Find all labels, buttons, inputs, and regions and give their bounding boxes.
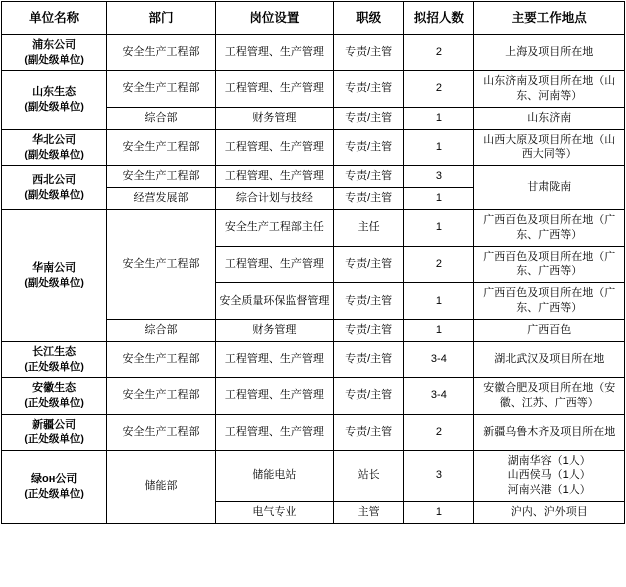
location-line: 东、广西等） [516,265,583,278]
cell-location [474,502,625,524]
unit-level-text: (正处级单位) [24,360,84,373]
unit-level-text: (副处级单位) [24,101,84,114]
unit-name-text: 华北公司 [32,133,77,146]
unit-level-text: (正处级单位) [24,433,84,446]
location-line: 徽、江苏、广西等） [499,396,599,409]
cell-rank: 主管 [334,502,404,524]
cell-location [474,209,625,246]
unit-level-text: (副处级单位) [24,188,84,201]
table-header-row [2,2,625,35]
location-line: 广西百色 [527,323,572,336]
location-line: 安徽合肥及项目所在地（安 [483,381,616,394]
cell-location [474,283,625,320]
unit-level-text: (正处级单位) [24,488,84,501]
column-header-rank: 职级 [334,2,404,35]
cell-unit-name [2,414,107,450]
cell-position: 储能电站 [215,450,333,502]
table-row [2,377,625,414]
unit-name-text: 山东生态 [32,86,77,99]
cell-unit-name [2,129,107,166]
cell-position: 工程管理、生产管理 [215,414,333,450]
cell-position: 工程管理、生产管理 [215,71,333,108]
cell-headcount: 1 [404,283,474,320]
cell-rank: 专责/主管 [334,414,404,450]
location-line: 广西百色及项目所在地（广 [483,250,616,263]
cell-location [474,341,625,377]
cell-location [474,129,625,166]
location-line: 东、河南等） [516,89,583,102]
cell-department: 安全生产工程部 [107,129,215,166]
cell-headcount: 3-4 [404,377,474,414]
cell-unit-name [2,341,107,377]
cell-unit-name [2,450,107,523]
unit-name-text: 浦东公司 [32,39,77,51]
cell-position: 安全质量环保监督管理 [215,283,333,320]
cell-department: 综合部 [107,319,215,341]
cell-rank: 专责/主管 [334,377,404,414]
cell-department: 安全生产工程部 [107,71,215,108]
cell-rank: 专责/主管 [334,319,404,341]
cell-position: 工程管理、生产管理 [215,166,333,188]
cell-headcount: 1 [404,502,474,524]
cell-unit-name [2,166,107,210]
column-header-department: 部门 [107,2,215,35]
column-header-unit: 单位名称 [2,2,107,35]
location-line: 山西侯马（1人） [507,469,591,482]
cell-headcount: 2 [404,35,474,71]
cell-rank: 专责/主管 [334,341,404,377]
cell-position: 工程管理、生产管理 [215,129,333,166]
cell-department: 综合部 [107,107,215,129]
location-line: 新疆乌鲁木齐及项目所在地 [483,425,616,438]
table-row [2,129,625,166]
cell-location [474,450,625,502]
location-line: 甘肃陇南 [527,181,572,194]
location-line: 河南兴港（1人） [507,484,591,497]
cell-position: 电气专业 [215,502,333,524]
cell-location [474,377,625,414]
cell-department: 安全生产工程部 [107,35,215,71]
cell-headcount: 1 [404,319,474,341]
column-header-headcount: 拟招人数 [404,2,474,35]
unit-level-text: (副处级单位) [24,148,84,161]
cell-rank: 专责/主管 [334,166,404,188]
cell-location [474,35,625,71]
cell-position: 综合计划与技经 [215,188,333,210]
cell-unit-name [2,71,107,130]
table-row [2,71,625,108]
cell-rank: 主任 [334,209,404,246]
cell-headcount: 1 [404,129,474,166]
table-header [2,2,625,35]
cell-headcount: 3-4 [404,341,474,377]
table-body [2,35,625,524]
table-row [2,414,625,450]
unit-name-text: 安徽生态 [32,382,77,395]
cell-location [474,166,625,210]
unit-level-text: (副处级单位) [24,53,84,66]
unit-level-text: (副处级单位) [24,276,84,289]
cell-rank: 站长 [334,450,404,502]
recruitment-table [1,1,625,524]
location-line: 广西百色及项目所在地（广 [483,287,616,300]
cell-department: 安全生产工程部 [107,166,215,188]
location-line: 湖南华容（1人） [507,454,591,467]
cell-rank: 专责/主管 [334,283,404,320]
unit-name-text: 华南公司 [32,261,77,274]
location-line: 山西大原及项目所在地（山 [483,133,616,146]
cell-position: 财务管理 [215,107,333,129]
unit-name-text: 西北公司 [32,174,77,187]
cell-headcount: 1 [404,188,474,210]
cell-rank: 专责/主管 [334,35,404,71]
cell-unit-name [2,209,107,341]
cell-location [474,319,625,341]
cell-position: 安全生产工程部主任 [215,209,333,246]
column-header-location: 主要工作地点 [474,2,625,35]
cell-department: 安全生产工程部 [107,341,215,377]
cell-rank: 专责/主管 [334,246,404,283]
unit-name-text: 绿он公司 [30,473,78,486]
table-row [2,209,625,246]
cell-headcount: 1 [404,209,474,246]
column-header-position: 岗位设置 [215,2,333,35]
cell-location [474,107,625,129]
cell-position: 工程管理、生产管理 [215,35,333,71]
cell-location [474,246,625,283]
cell-position: 工程管理、生产管理 [215,341,333,377]
cell-department: 安全生产工程部 [107,209,215,319]
cell-department: 储能部 [107,450,215,523]
location-line: 上海及项目所在地 [505,46,594,59]
unit-name-text: 新疆公司 [32,418,77,431]
table-row [2,35,625,71]
cell-headcount: 2 [404,414,474,450]
cell-department: 安全生产工程部 [107,414,215,450]
location-line: 广西百色及项目所在地（广 [483,213,616,226]
cell-rank: 专责/主管 [334,129,404,166]
cell-rank: 专责/主管 [334,107,404,129]
cell-rank: 专责/主管 [334,71,404,108]
cell-headcount: 2 [404,71,474,108]
cell-unit-name [2,377,107,414]
cell-rank: 专责/主管 [334,188,404,210]
location-line: 西大同等） [521,148,577,161]
cell-unit-name [2,35,107,71]
unit-level-text: (正处级单位) [24,397,84,410]
location-line: 沪内、沪外项目 [510,506,588,519]
location-line: 东、广西等） [516,302,583,315]
cell-headcount: 2 [404,246,474,283]
cell-position: 工程管理、生产管理 [215,246,333,283]
table-row [2,341,625,377]
table-row [2,450,625,502]
location-line: 湖北武汉及项目所在地 [494,352,605,365]
unit-name-text: 长江生态 [32,345,77,358]
location-line: 东、广西等） [516,228,583,241]
table-row [2,166,625,188]
cell-location [474,71,625,108]
cell-department: 安全生产工程部 [107,377,215,414]
cell-headcount: 1 [404,107,474,129]
location-line: 山东济南 [527,111,572,124]
cell-headcount: 3 [404,166,474,188]
location-line: 山东济南及项目所在地（山 [483,75,616,88]
cell-position: 工程管理、生产管理 [215,377,333,414]
cell-department: 经营发展部 [107,188,215,210]
cell-location [474,414,625,450]
cell-position: 财务管理 [215,319,333,341]
cell-headcount: 3 [404,450,474,502]
